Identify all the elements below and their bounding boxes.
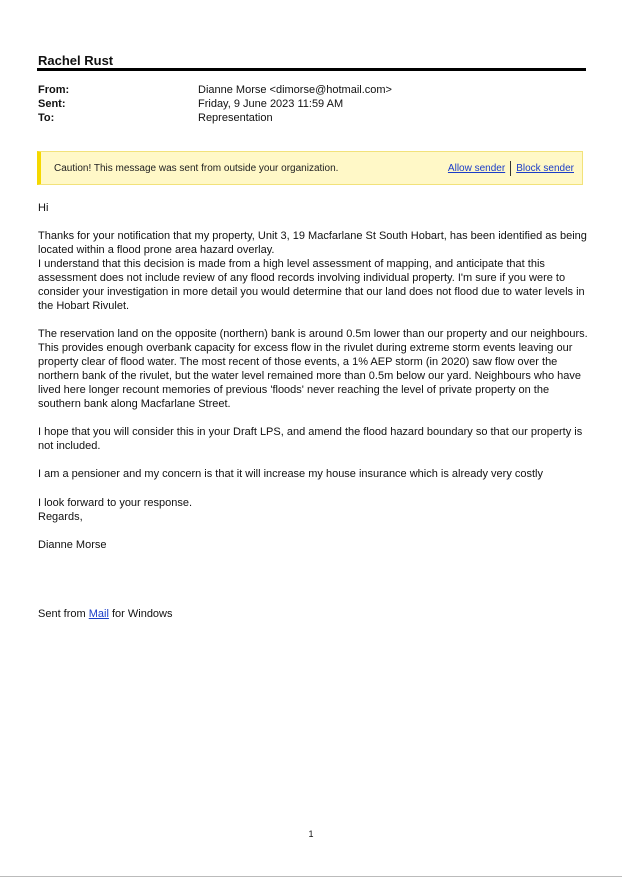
page-bottom-edge <box>0 876 622 877</box>
paragraph-1a: Thanks for your notification that my property, Unit 3, 19 Macfarlane St South Hobart, has been identified as being located within a flood prone area hazard overlay. <box>38 230 587 256</box>
from-value: Dianne Morse <dimorse@hotmail.com> <box>198 84 392 96</box>
block-sender-link[interactable]: Block sender <box>516 163 574 174</box>
to-label: To: <box>38 112 55 124</box>
mail-link[interactable]: Mail <box>88 608 109 620</box>
paragraph-1 <box>38 229 588 313</box>
regards: Regards, <box>38 511 83 523</box>
paragraph-4: I am a pensioner and my concern is that it will increase my house insurance which is already very costly <box>38 468 544 480</box>
page-number: 1 <box>308 829 314 839</box>
paragraph-1b: I understand that this decision is made from a high level assessment of mapping, and anticipate that this assessment does not include review of any flood records involving individual property. I'm sure if you were to consider your investigation in more detail you would determine that our land does not flood due to water levels in the Hobart Rivulet. <box>38 258 585 312</box>
sent-from-prefix: Sent from <box>38 608 89 620</box>
sent-from-line <box>38 607 588 621</box>
closing <box>38 496 588 524</box>
signature: Dianne Morse <box>38 539 107 551</box>
to-value: Representation <box>198 112 273 124</box>
paragraph-3: I hope that you will consider this in your Draft LPS, and amend the flood hazard boundary so that our property is not included. <box>38 426 583 452</box>
from-label: From: <box>38 84 70 96</box>
allow-sender-link[interactable]: Allow sender <box>447 163 506 174</box>
greeting: Hi <box>38 202 49 214</box>
caution-text: Caution! This message was sent from outside your organization. <box>54 163 339 174</box>
external-sender-banner <box>37 151 583 185</box>
paragraph-2: The reservation land on the opposite (northern) bank is around 0.5m lower than our property and our neighbours. This provides enough overbank capacity for excess flow in the rivulet during extreme storm events leaving our property clear of flood water. The most recent of those events, a 1% AEP storm (in 2020) saw flow over the northern bank of the rivulet, but the water level remained more than 0.5m below our yard. Neighbours who have lived here longer recount memories of previous 'floods' never reaching the level of private property on the southern bank along Macfarlane Street. <box>38 328 588 410</box>
sent-value: Friday, 9 June 2023 11:59 AM <box>198 98 344 110</box>
banner-separator <box>510 161 511 176</box>
closing-line: I look forward to your response. <box>38 497 193 509</box>
banner-actions <box>448 161 574 176</box>
sent-from-suffix: for Windows <box>108 608 173 620</box>
recipient-name: Rachel Rust <box>38 53 114 68</box>
header-rule <box>37 68 586 71</box>
sent-label: Sent: <box>38 98 66 110</box>
